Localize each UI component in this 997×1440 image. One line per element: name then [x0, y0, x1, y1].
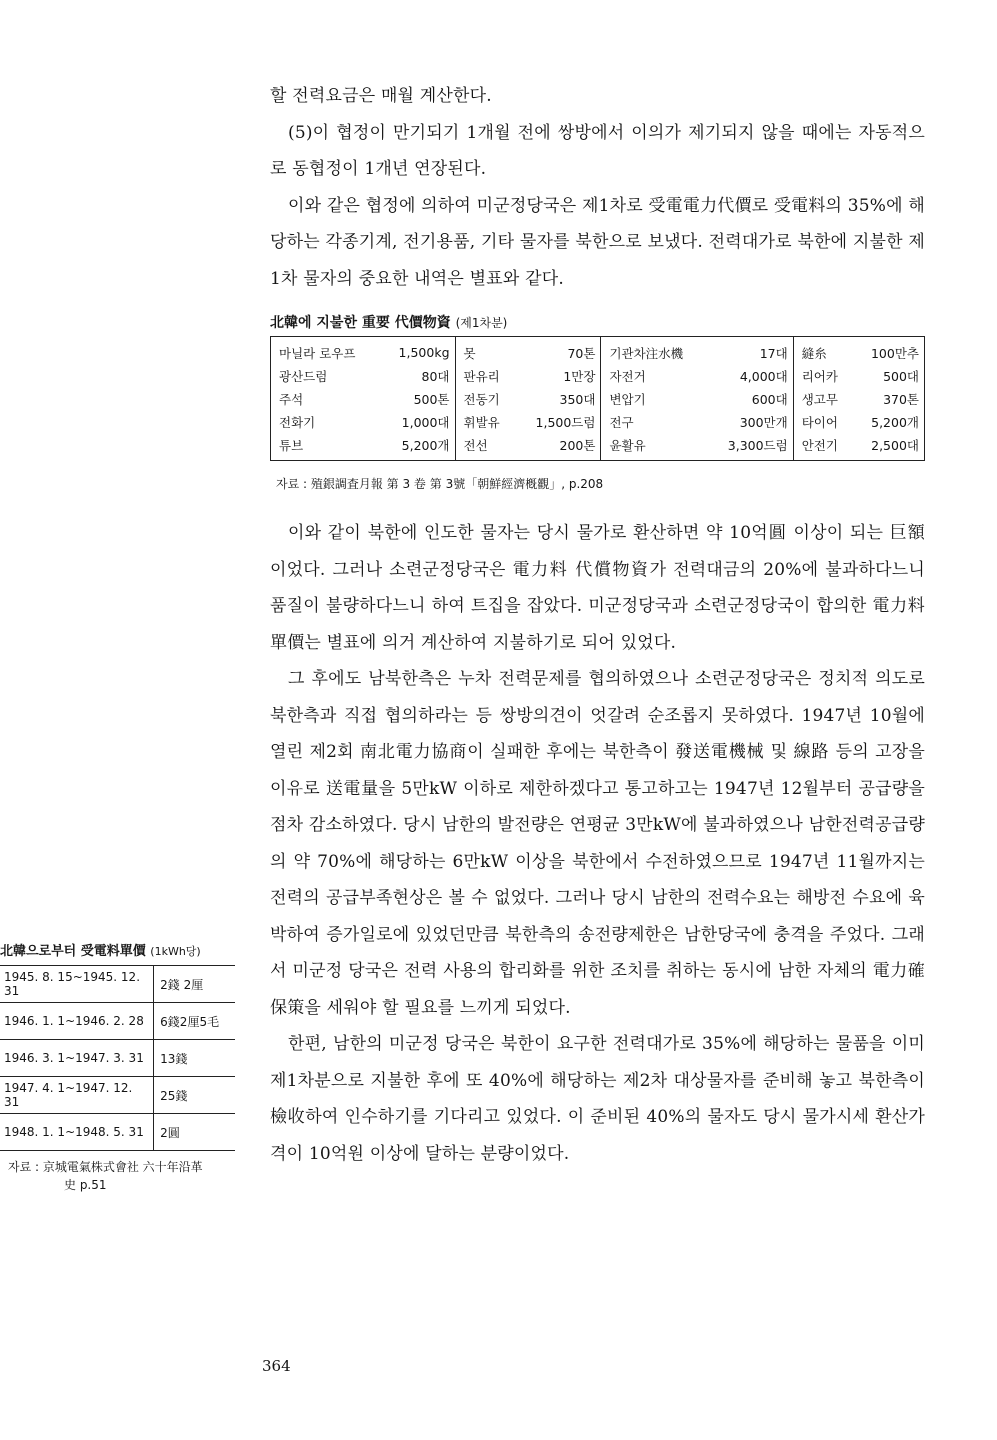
item-quantity: 600대: [707, 387, 793, 410]
table-row: [0, 1114, 235, 1151]
item-quantity: 300만개: [707, 410, 793, 433]
price-cell: 25錢: [154, 1077, 235, 1114]
paragraph-6: 한편, 남한의 미군정 당국은 북한이 요구한 전력대가로 35%에 해당하는 물품을 이미 제1차분으로 지불한 후에 또 40%에 해당하는 제2차 대상물자를 준비해 놓고 북한측이 檢收하여 인수하기를 기다리고 있었다. 이 준비된 40%의 물자도 당시 물가시세 환산가격이 10억원 이상에 달하는 분량이었다.: [270, 1034, 925, 1164]
item-quantity: 200톤: [515, 433, 601, 461]
table-row: [271, 364, 925, 387]
item-name: 전동기: [463, 391, 500, 407]
period-cell: 1946. 1. 1~1946. 2. 28: [0, 1003, 154, 1040]
item-name: 縫糸: [801, 345, 827, 361]
item-name: 리어카: [801, 368, 838, 384]
period-cell: 1947. 4. 1~1947. 12. 31: [0, 1077, 154, 1114]
item-name: 광산드럼: [279, 368, 328, 384]
item-name: 전구: [609, 414, 634, 430]
paragraph-4: 이와 같이 북한에 인도한 물자는 당시 물가로 환산하면 약 10억圓 이상이 되는 巨額이었다. 그러나 소련군정당국은 電力料 代償物資가 전력대금의 20%에 불과하다느니 품질이 불량하다느니 하여 트집을 잡았다. 미군정당국과 소련군정당국이 합의한 電力料單價는 별표에 의거 계산하여 지불하기로 되어 있었다.: [270, 523, 925, 653]
goods-table-title-text: 北韓에 지불한 重要 代價物資: [270, 315, 451, 331]
side-table-source: [8, 1158, 238, 1194]
side-source-line-1: 자료 : 京城電氣株式會社 六十年沿革: [8, 1160, 203, 1174]
table-row: [271, 433, 925, 461]
main-text-continued: [270, 515, 925, 1172]
table-row: [0, 966, 235, 1003]
item-quantity: 17대: [707, 337, 793, 365]
price-cell: 2錢 2厘: [154, 966, 235, 1003]
item-quantity: 1,000대: [380, 410, 455, 433]
period-cell: 1948. 1. 1~1948. 5. 31: [0, 1114, 154, 1151]
table-row: [0, 1077, 235, 1114]
table-row: [271, 337, 925, 365]
item-quantity: 1만장: [515, 364, 601, 387]
item-name: 기관차注水機: [609, 345, 684, 361]
goods-table-source: 자료 : 殖銀調査月報 第 3 卷 第 3號「朝鮮經濟槪觀」, p.208: [276, 477, 604, 491]
item-name: 튜브: [279, 437, 304, 453]
period-cell: 1946. 3. 1~1947. 3. 31: [0, 1040, 154, 1077]
goods-table-subtitle: (제1차분): [455, 316, 508, 330]
side-table-title-text: 北韓으로부터 受電料單價: [0, 944, 146, 959]
item-quantity: 2,500대: [871, 437, 919, 453]
item-quantity: 1,500kg: [380, 337, 455, 365]
paragraph-3: 이와 같은 협정에 의하여 미군정당국은 제1차로 受電電力代價로 受電料의 35%에 해당하는 각종기계, 전기용품, 기타 물자를 북한으로 보냈다. 전력대가로 북한에 지불한 제1차 물자의 중요한 내역은 별표와 같다.: [270, 195, 925, 289]
item-name: 안전기: [801, 437, 838, 453]
price-cell: 2圓: [154, 1114, 235, 1151]
page-number: 364: [262, 1357, 291, 1375]
table-row: [0, 1003, 235, 1040]
paragraph-1: 할 전력요금은 매월 계산한다.: [270, 86, 492, 106]
item-quantity: 5,200개: [871, 414, 919, 430]
item-name: 생고무: [801, 391, 838, 407]
item-quantity: 370톤: [883, 391, 919, 407]
item-quantity: 350대: [515, 387, 601, 410]
price-cell: 6錢2厘5毛: [154, 1003, 235, 1040]
table-row: [271, 410, 925, 433]
item-quantity: 5,200개: [380, 433, 455, 461]
side-source-line-2: 史 p.51: [64, 1178, 107, 1192]
period-cell: 1945. 8. 15~1945. 12. 31: [0, 966, 154, 1003]
item-name: 윤활유: [609, 437, 646, 453]
item-name: 전화기: [279, 414, 316, 430]
table-row: [271, 387, 925, 410]
item-name: 휘발유: [463, 414, 500, 430]
item-quantity: 70톤: [515, 337, 601, 365]
item-quantity: 4,000대: [707, 364, 793, 387]
item-name: 타이어: [801, 414, 838, 430]
price-cell: 13錢: [154, 1040, 235, 1077]
paragraph-5: 그 후에도 남북한측은 누차 전력문제를 협의하였으나 소련군정당국은 정치적 의도로 북한측과 직접 협의하라는 등 쌍방의견이 엇갈려 순조롭지 못하였다. 1947년 10월에 열린 제2회 南北電力協商이 실패한 후에는 북한측이 發送電機械 및 線路 등의 고장을 이유로 送電量을 5만kW 이하로 제한하겠다고 통고하고는 1947년 12월부터 공급량을 점차 감소하였다. 당시 남한의 발전량은 연평균 3만kW에 불과하였으나 남한전력공급량의 약 70%에 해당하는 6만kW 이상을 북한에서 수전하였으므로 1947년 11월까지는 전력의 공급부족현상은 볼 수 없었다. 그러나 당시 남한의 전력수요는 해방전 수요에 육박하여 증가일로에 있었던만큼 북한측의 송전량제한은 남한당국에 충격을 주었다. 그래서 미군정 당국은 전력 사용의 합리화를 위한 조치를 취하는 동시에 남한 자체의 電力確保策을 세워야 할 필요를 느끼게 되었다.: [270, 669, 925, 1018]
item-quantity: 3,300드럼: [707, 433, 793, 461]
item-name: 못: [463, 345, 476, 361]
goods-table-title: [270, 312, 507, 332]
item-name: 주석: [279, 391, 304, 407]
paragraph-2: (5)이 협정이 만기되기 1개월 전에 쌍방에서 이의가 제기되지 않을 때에는 자동적으로 동협정이 1개년 연장된다.: [270, 122, 925, 179]
side-table-unit: (1kWh당): [150, 945, 201, 958]
table-row: [0, 1040, 235, 1077]
item-name: 변압기: [609, 391, 646, 407]
side-table: [0, 965, 235, 1151]
main-text-column: [270, 78, 925, 297]
item-quantity: 80대: [380, 364, 455, 387]
goods-table: [270, 336, 925, 461]
item-quantity: 1,500드럼: [515, 410, 601, 433]
side-table-title: [0, 940, 201, 959]
item-name: 판유리: [463, 368, 500, 384]
item-quantity: 100만추: [870, 345, 919, 361]
item-name: 자전거: [609, 368, 646, 384]
item-quantity: 500대: [883, 368, 919, 384]
item-name: 전선: [463, 437, 488, 453]
item-name: 마닐라 로우프: [279, 345, 356, 361]
item-quantity: 500톤: [380, 387, 455, 410]
